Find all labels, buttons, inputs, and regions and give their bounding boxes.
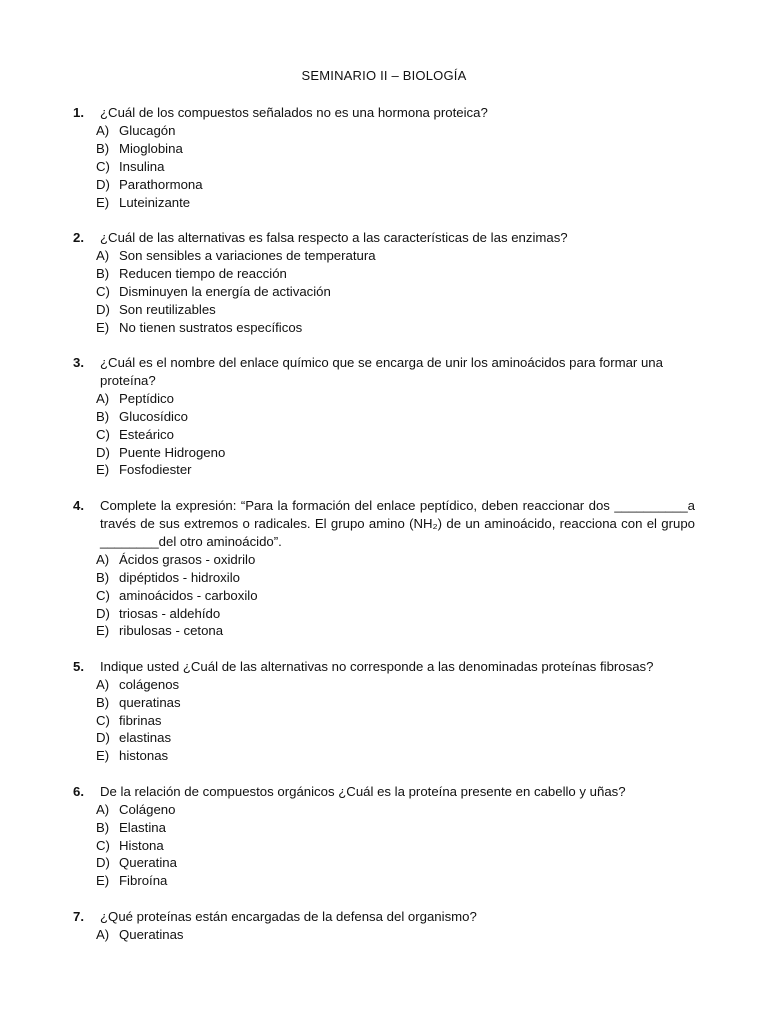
- option-text: Fibroína: [119, 873, 168, 889]
- option-letter: B): [96, 694, 110, 710]
- option-text: Luteinizante: [119, 194, 191, 210]
- option-letter: E): [96, 748, 110, 764]
- option-letter: D): [96, 176, 110, 192]
- option-letter: E): [96, 462, 110, 478]
- option-list: [73, 247, 695, 336]
- option-text: Queratinas: [119, 926, 184, 942]
- option-letter: C): [96, 283, 110, 299]
- option-e: [73, 747, 695, 765]
- question-stem: [73, 783, 695, 801]
- option-d: [73, 729, 695, 747]
- option-list: [73, 390, 695, 479]
- option-c: [73, 426, 695, 444]
- option-letter: E): [96, 194, 110, 210]
- option-letter: E): [96, 873, 110, 889]
- option-text: Disminuyen la energía de activación: [119, 283, 331, 299]
- option-a: [73, 390, 695, 408]
- option-letter: B): [96, 569, 110, 585]
- question-text: De la relación de compuestos orgánicos ¿Cuál es la proteína presente en cabello y uñas?: [100, 783, 626, 799]
- option-text: Glucagón: [119, 123, 176, 138]
- option-c: [73, 158, 695, 176]
- option-text: ribulosas - cetona: [119, 623, 224, 639]
- option-text: dipéptidos - hidroxilo: [119, 569, 240, 585]
- option-letter: A): [96, 551, 110, 567]
- option-a: [73, 676, 695, 694]
- question-number: 2.: [73, 229, 84, 245]
- option-c: [73, 712, 695, 730]
- option-letter: A): [96, 390, 110, 406]
- option-text: aminoácidos - carboxilo: [119, 587, 258, 603]
- question-1: [73, 104, 695, 211]
- option-letter: A): [96, 676, 110, 692]
- question-text: ¿Cuál es el nombre del enlace químico que se encarga de unir los aminoácidos para formar una proteína?: [100, 354, 663, 388]
- option-b: [73, 819, 695, 837]
- option-letter: C): [96, 712, 110, 728]
- option-text: triosas - aldehído: [119, 605, 221, 621]
- option-text: Reducen tiempo de reacción: [119, 265, 287, 281]
- option-a: [73, 247, 695, 265]
- option-list: [73, 676, 695, 765]
- question-5: [73, 658, 695, 765]
- question-text: ¿Cuál de los compuestos señalados no es una hormona proteica?: [100, 105, 488, 120]
- option-text: queratinas: [119, 694, 181, 710]
- option-d: [73, 854, 695, 872]
- question-4: [73, 497, 695, 640]
- option-d: [73, 301, 695, 319]
- option-text: Ácidos grasos - oxidrilo: [119, 551, 256, 567]
- question-stem: [73, 354, 695, 390]
- option-letter: D): [96, 605, 110, 621]
- option-text: Esteárico: [119, 426, 174, 442]
- question-2: [73, 229, 695, 336]
- question-number: 1.: [73, 105, 84, 120]
- option-letter: E): [96, 623, 110, 639]
- option-b: [73, 694, 695, 712]
- option-a: [73, 801, 695, 819]
- option-e: [73, 194, 695, 212]
- option-a: [73, 122, 695, 140]
- option-text: Son sensibles a variaciones de temperatura: [119, 247, 376, 263]
- option-list: [73, 926, 695, 944]
- option-letter: D): [96, 444, 110, 460]
- option-text: Peptídico: [119, 390, 174, 406]
- option-letter: B): [96, 140, 110, 156]
- option-b: [73, 408, 695, 426]
- option-d: [73, 444, 695, 462]
- option-b: [73, 569, 695, 587]
- option-letter: C): [96, 837, 110, 853]
- option-letter: C): [96, 158, 110, 174]
- option-e: [73, 872, 695, 890]
- question-stem: [73, 658, 695, 676]
- option-letter: E): [96, 319, 110, 335]
- option-letter: A): [96, 247, 110, 263]
- option-a: [73, 551, 695, 569]
- option-text: Insulina: [119, 158, 165, 174]
- option-a: [73, 926, 695, 944]
- option-letter: A): [96, 801, 110, 817]
- question-6: [73, 783, 695, 890]
- option-letter: C): [96, 587, 110, 603]
- question-7: [73, 908, 695, 944]
- option-e: [73, 319, 695, 337]
- question-3: [73, 354, 695, 479]
- option-text: histonas: [119, 748, 169, 764]
- option-text: Mioglobina: [119, 140, 183, 156]
- option-e: [73, 622, 695, 640]
- option-text: Son reutilizables: [119, 301, 216, 317]
- option-c: [73, 587, 695, 605]
- question-number: 6.: [73, 783, 84, 799]
- question-number: 7.: [73, 908, 84, 924]
- option-b: [73, 265, 695, 283]
- question-stem: [73, 908, 695, 926]
- option-letter: B): [96, 819, 110, 835]
- option-letter: D): [96, 301, 110, 317]
- question-number: 4.: [73, 497, 84, 513]
- option-letter: A): [96, 123, 110, 138]
- option-text: Elastina: [119, 819, 166, 835]
- option-text: colágenos: [119, 676, 180, 692]
- option-text: Histona: [119, 837, 164, 853]
- option-e: [73, 461, 695, 479]
- option-letter: B): [96, 265, 110, 281]
- option-text: Parathormona: [119, 176, 203, 192]
- option-text: Puente Hidrogeno: [119, 444, 226, 460]
- option-letter: D): [96, 855, 110, 871]
- option-c: [73, 837, 695, 855]
- option-letter: A): [96, 926, 110, 942]
- option-letter: D): [96, 730, 110, 746]
- option-text: Colágeno: [119, 801, 176, 817]
- question-list: [73, 104, 695, 961]
- option-text: fibrinas: [119, 712, 162, 728]
- option-text: Glucosídico: [119, 408, 188, 424]
- page-title: SEMINARIO II – BIOLOGÍA: [301, 68, 467, 83]
- option-list: [73, 551, 695, 640]
- option-list: [73, 801, 695, 890]
- question-number: 5.: [73, 658, 84, 674]
- option-d: [73, 605, 695, 623]
- option-text: No tienen sustratos específicos: [119, 319, 303, 335]
- question-text: Indique usted ¿Cuál de las alternativas no corresponde a las denominadas proteínas fibrosas?: [100, 658, 654, 674]
- option-letter: C): [96, 426, 110, 442]
- question-text: ¿Cuál de las alternativas es falsa respecto a las características de las enzimas?: [100, 229, 568, 245]
- option-b: [73, 140, 695, 158]
- question-number: 3.: [73, 354, 84, 370]
- option-text: elastinas: [119, 730, 172, 746]
- option-list: [73, 122, 695, 211]
- question-text: Complete la expresión: “Para la formación del enlace peptídico, deben reaccionar dos __________a través de sus extremos o radicales. El grupo amino (NH₂) de un aminoácido, reacciona con el grupo ________del otro aminoácido”.: [100, 497, 695, 549]
- option-letter: B): [96, 408, 110, 424]
- option-c: [73, 283, 695, 301]
- question-stem: [73, 104, 695, 122]
- option-text: Queratina: [119, 855, 177, 871]
- question-stem: [73, 229, 695, 247]
- question-stem: [73, 497, 695, 551]
- option-text: Fosfodiester: [119, 462, 192, 478]
- question-text: ¿Qué proteínas están encargadas de la defensa del organismo?: [100, 908, 477, 924]
- option-d: [73, 176, 695, 194]
